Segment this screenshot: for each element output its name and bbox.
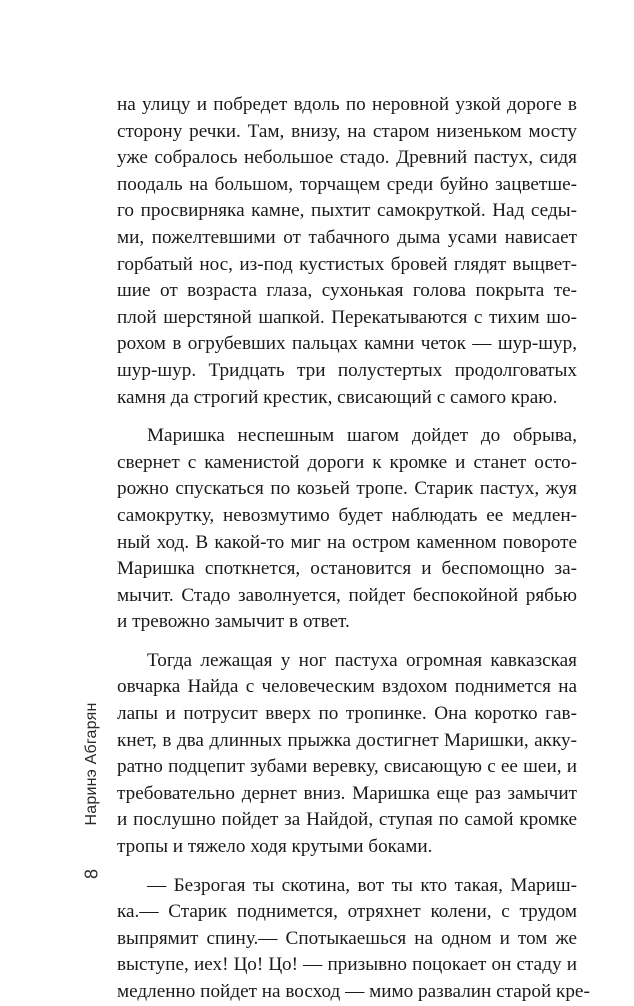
- paragraph: [117, 423, 577, 636]
- paragraph: [117, 648, 577, 861]
- text-line: и тревожно замычит в ответ.: [117, 611, 350, 633]
- text-line: требовательно дернет вниз. Маришка еще раз замычит: [117, 782, 577, 804]
- text-line: Тогда лежащая у ног пастуха огромная кавказская: [147, 649, 577, 671]
- text-line: шие от возраста глаза, сухонькая голова покрыта те-: [117, 280, 577, 302]
- text-line: самокрутку, невозмутимо будет наблюдать ее медлен-: [117, 504, 577, 526]
- text-line: поодаль на большом, торчащем среди буйно зацветше-: [117, 173, 577, 195]
- text-line: медленно пойдет на восход — мимо развалин старой кре-: [117, 981, 590, 1002]
- paragraph: [117, 873, 590, 1006]
- text-line: овчарка Найда с человеческим вздохом поднимется на: [117, 676, 577, 698]
- text-line: плой шерстяной шапкой. Перекатываются с тихим шо-: [117, 306, 577, 328]
- text-line: Маришка споткнется, остановится и беспомощно за-: [117, 558, 577, 580]
- text-line: ка.— Старик поднимется, отряхнет колени, с трудом: [117, 901, 577, 923]
- page-number: 8: [81, 868, 102, 880]
- text-line: го просвирняка камне, пыхтит самокруткой. Над седы-: [117, 200, 577, 222]
- text-line: — Безрогая ты скотина, вот ты кто такая, Мариш-: [147, 874, 577, 896]
- text-line: ный ход. В какой-то миг на остром каменном повороте: [117, 531, 577, 553]
- text-line: тропы и тяжело ходя крутыми боками.: [117, 836, 433, 858]
- text-line: лапы и потрусит вверх по тропинке. Она коротко гав-: [117, 703, 577, 725]
- text-line: выпрямит спину.— Спотыкаешься на одном и том же: [117, 927, 577, 949]
- text-line: шур-шур. Тридцать три полустертых продолговатых: [117, 359, 577, 381]
- text-line: уже собралось небольшое стадо. Древний пастух, сидя: [117, 147, 577, 169]
- text-line: кнет, в два длинных прыжка достигнет Маришки, акку-: [117, 729, 577, 751]
- text-line: на улицу и побредет вдоль по неровной узкой дороге в: [117, 94, 577, 115]
- text-line: ми, пожелтевшими от табачного дыма усами нависает: [117, 226, 577, 248]
- text-line: сторону речки. Там, внизу, на старом низеньком мосту: [117, 120, 577, 142]
- text-line: камня да строгий крестик, свисающий с самого краю.: [117, 386, 558, 408]
- text-line: свернет с каменистой дороги к кромке и станет осто-: [117, 451, 577, 473]
- text-line: Маришка неспешным шагом дойдет до обрыва,: [147, 425, 577, 447]
- text-line: горбатый нос, из-под кустистых бровей глядят выцвет-: [117, 253, 577, 275]
- text-line: выступе, иех! Цо! Цо! — призывно поцокает он стаду и: [117, 954, 577, 976]
- text-line: ратно подцепит зубами веревку, свисающую с ее шеи, и: [117, 756, 577, 778]
- body-text: [117, 92, 590, 1006]
- text-line: рожно спускаться по козьей тропе. Старик пастух, жуя: [117, 478, 577, 500]
- text-line: мычит. Стадо заволнуется, пойдет беспокойной рябью: [117, 584, 577, 606]
- text-line: и послушно пойдет за Найдой, ступая по самой кромке: [117, 809, 577, 831]
- text-line: рохом в огрубевших пальцах камни четок — шур-шур,: [117, 333, 577, 355]
- paragraph: [117, 92, 577, 411]
- running-head-author: Наринэ Абгарян: [83, 702, 100, 826]
